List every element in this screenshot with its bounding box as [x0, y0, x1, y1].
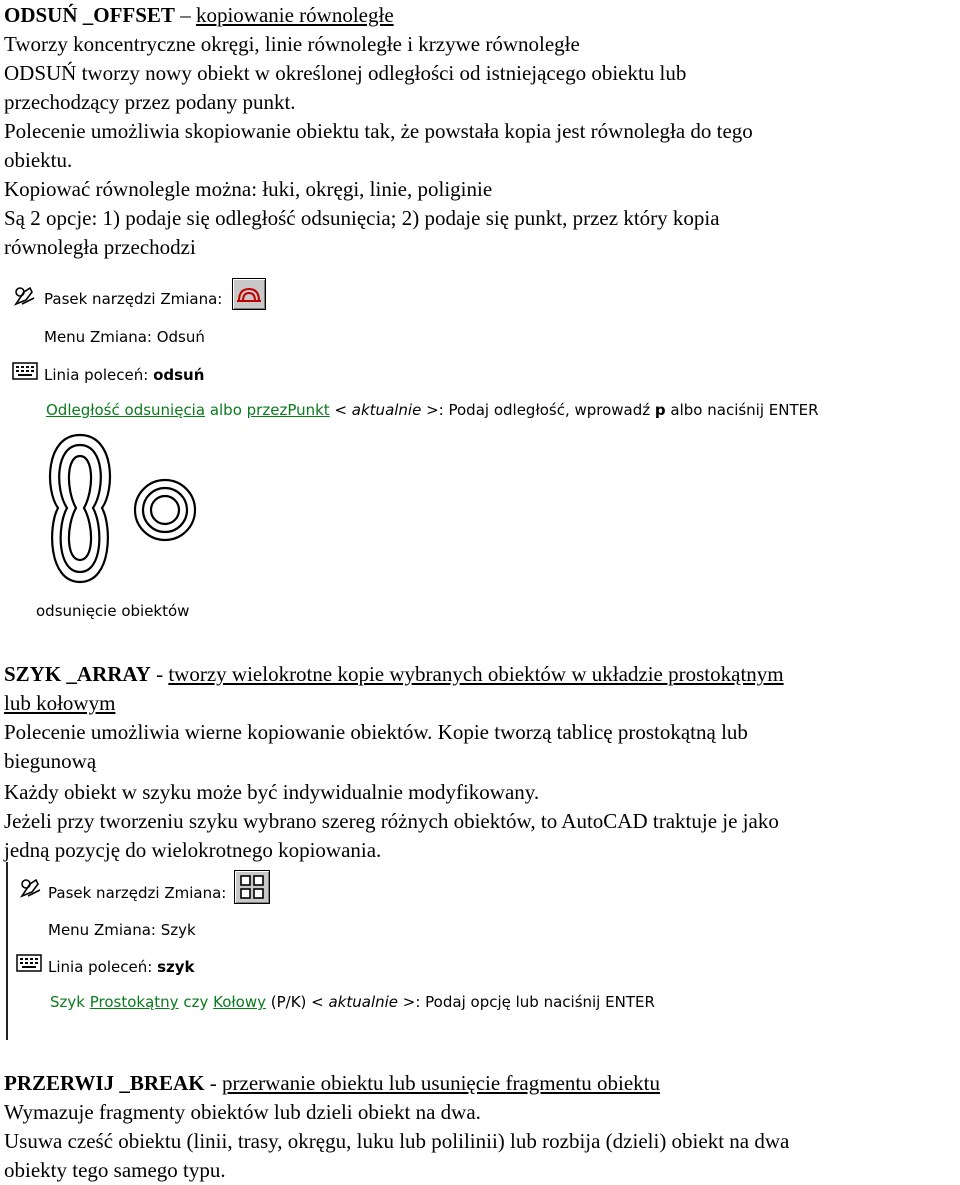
- array-heading: [4, 660, 784, 689]
- offset-example-drawing: [40, 430, 220, 590]
- offset-line-5: obiektu.: [4, 148, 73, 172]
- array-line-5: jedną pozycję do wielokrotnego kopiowania.: [4, 838, 382, 862]
- offset-line-3: przechodzący przez podany punkt.: [4, 90, 296, 114]
- offset-inner-shape: [69, 456, 91, 560]
- offset-line-4: Polecenie umożliwia skopiowanie obiektu tak, że powstała kopia jest równoległa do tego: [4, 119, 753, 143]
- offset-tool-button[interactable]: [232, 278, 266, 310]
- offset-heading-desc: kopiowanie równoległe: [195, 3, 394, 27]
- keyboard-icon: [16, 952, 42, 974]
- offset-line-6: Kopiować równolegle można: łuki, okręgi, linie, poliginie: [4, 177, 493, 201]
- array-icon: [235, 871, 269, 903]
- offset-prompt-key: p: [654, 401, 666, 419]
- modify-toolbar-icon: [18, 876, 44, 902]
- array-line-1: Polecenie umożliwia wierne kopiowanie obiektów. Kopie tworzą tablicę prostokątną lub: [4, 720, 748, 744]
- array-heading-desc1: tworzy wielokrotne kopie wybranych obiektów w układzie prostokątnym: [168, 662, 784, 686]
- offset-circle-inner: [151, 496, 179, 524]
- array-heading-desc2: lub kołowym: [4, 691, 116, 715]
- array-prompt-current: aktualnie: [328, 993, 399, 1011]
- offset-prompt: [46, 401, 819, 419]
- offset-prompt-option-distance[interactable]: Odległość odsunięcia: [46, 401, 206, 419]
- break-heading-desc: przerwanie obiektu lub usunięcie fragmentu obiektu: [222, 1071, 660, 1095]
- offset-cmdline-value: odsuń: [153, 366, 205, 384]
- array-cmdline-value: szyk: [157, 958, 195, 976]
- array-prompt-sep: czy: [178, 993, 214, 1011]
- offset-line-7: Są 2 opcje: 1) podaje się odległość odsunięcia; 2) podaje się punkt, przez który kopia: [4, 206, 720, 230]
- modify-toolbar-icon: [12, 284, 38, 310]
- array-line-2: biegunową: [4, 749, 97, 773]
- offset-middle-shape: [59, 445, 101, 572]
- array-tool-button[interactable]: [234, 870, 270, 904]
- offset-caption: odsunięcie obiektów: [36, 602, 190, 620]
- array-prompt-tail: >: Podaj opcję lub naciśnij ENTER: [398, 993, 655, 1011]
- array-menu-label: Menu Zmiana: Szyk: [48, 921, 196, 939]
- break-heading-cmd: PRZERWIJ _BREAK: [4, 1071, 205, 1095]
- array-prompt-start: Szyk: [50, 993, 90, 1011]
- array-line-3: Każdy obiekt w szyku może być indywidualnie modyfikowany.: [4, 780, 540, 804]
- offset-line-8: równoległa przechodzi: [4, 235, 196, 259]
- offset-cmdline: [44, 366, 204, 384]
- offset-line-1: Tworzy koncentryczne okręgi, linie równoległe i krzywe równoległe: [4, 32, 580, 56]
- break-line-3: obiekty tego samego typu.: [4, 1158, 226, 1182]
- array-heading-cmd: SZYK _ARRAY: [4, 662, 151, 686]
- array-prompt-option-rect[interactable]: Prostokątny: [89, 993, 179, 1011]
- array-figure-border: [6, 862, 8, 1040]
- array-heading-sep: -: [150, 662, 169, 686]
- offset-heading-cmd: ODSUŃ _OFFSET: [4, 3, 175, 27]
- offset-prompt-mid: <: [329, 401, 352, 419]
- offset-cmdline-label: Linia poleceń:: [44, 366, 154, 384]
- array-line-4: Jeżeli przy tworzeniu szyku wybrano szereg różnych obiektów, to AutoCAD traktuje je jako: [4, 809, 779, 833]
- keyboard-icon: [12, 360, 38, 382]
- offset-circle-middle: [143, 488, 187, 532]
- array-toolbar-label: Pasek narzędzi Zmiana:: [48, 884, 227, 902]
- array-heading-cont: [4, 689, 115, 718]
- offset-heading-sep: –: [174, 3, 196, 27]
- array-prompt-mid: (P/K) <: [265, 993, 329, 1011]
- offset-line-2: ODSUŃ tworzy nowy obiekt w określonej odległości od istniejącego obiektu lub: [4, 61, 687, 85]
- offset-icon: [233, 279, 265, 309]
- break-heading: [4, 1069, 660, 1098]
- offset-prompt-tail1: >: Podaj odległość, wprowadź: [421, 401, 655, 419]
- offset-toolbar-label: Pasek narzędzi Zmiana:: [44, 290, 223, 308]
- offset-prompt-option-through[interactable]: przezPunkt: [246, 401, 330, 419]
- array-prompt: [50, 993, 655, 1011]
- array-cmdline: [48, 958, 194, 976]
- break-heading-sep: -: [204, 1071, 223, 1095]
- array-prompt-option-polar[interactable]: Kołowy: [213, 993, 266, 1011]
- offset-prompt-sep: albo: [205, 401, 247, 419]
- offset-prompt-tail2: albo naciśnij ENTER: [665, 401, 819, 419]
- offset-heading: [4, 1, 394, 30]
- break-line-2: Usuwa cześć obiektu (linii, trasy, okręgu, luku lub polilinii) lub rozbija (dzieli) obiekt na dwa: [4, 1129, 790, 1153]
- array-cmdline-label: Linia poleceń:: [48, 958, 158, 976]
- offset-menu-label: Menu Zmiana: Odsuń: [44, 328, 205, 346]
- offset-prompt-current: aktualnie: [351, 401, 422, 419]
- break-line-1: Wymazuje fragmenty obiektów lub dzieli obiekt na dwa.: [4, 1100, 481, 1124]
